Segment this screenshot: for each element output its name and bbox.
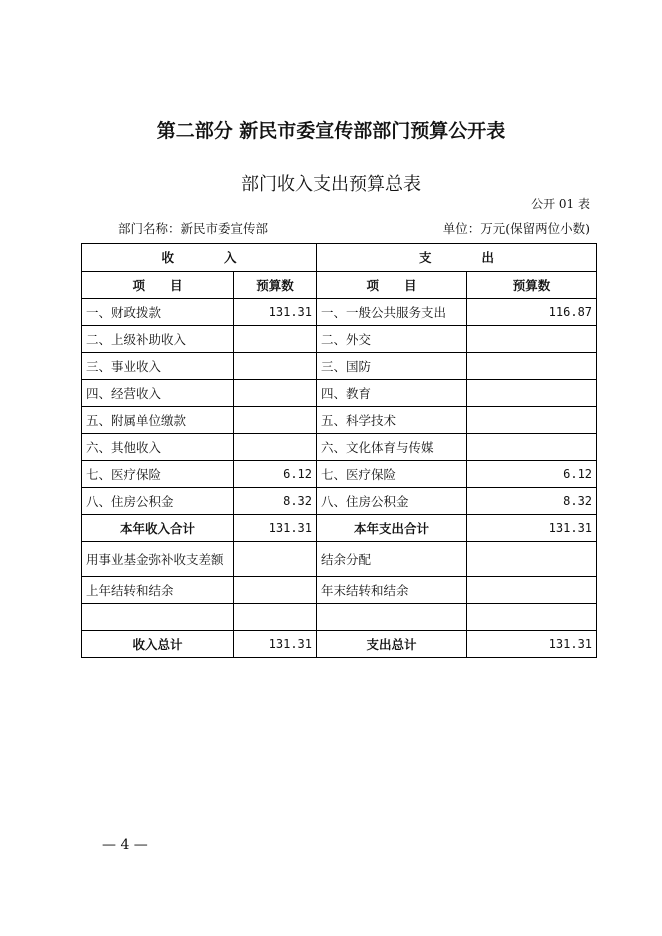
table-row <box>82 515 597 542</box>
expense-item-cell <box>317 604 467 631</box>
expense-header: 支 出 <box>317 244 597 272</box>
income-budget-cell <box>234 407 317 434</box>
table-title: 部门收入支出预算总表 <box>241 174 421 195</box>
income-item-header: 项 目 <box>82 272 234 299</box>
page-title: 第二部分 新民市委宣传部部门预算公开表 <box>156 120 506 142</box>
income-budget-cell <box>234 353 317 380</box>
expense-item-cell: 三、国防 <box>317 353 467 380</box>
income-item-cell: 用事业基金弥补收支差额 <box>82 542 234 577</box>
income-budget-cell <box>234 577 317 604</box>
income-budget-cell <box>234 326 317 353</box>
budget-summary-table <box>81 243 597 658</box>
expense-budget-cell <box>467 326 597 353</box>
expense-item-cell: 结余分配 <box>317 542 467 577</box>
expense-budget-cell <box>467 577 597 604</box>
expense-item-cell: 支出总计 <box>317 631 467 658</box>
income-budget-cell <box>234 434 317 461</box>
table-row <box>82 407 597 434</box>
table-row <box>82 299 597 326</box>
income-item-cell: 上年结转和结余 <box>82 577 234 604</box>
income-item-cell: 本年收入合计 <box>82 515 234 542</box>
expense-budget-cell <box>467 353 597 380</box>
table-row <box>82 353 597 380</box>
income-item-cell: 二、上级补助收入 <box>82 326 234 353</box>
expense-budget-cell: 6.12 <box>467 461 597 488</box>
expense-budget-header: 预算数 <box>467 272 597 299</box>
expense-budget-cell: 8.32 <box>467 488 597 515</box>
table-row <box>82 488 597 515</box>
section-header-row <box>82 244 597 272</box>
expense-item-cell: 本年支出合计 <box>317 515 467 542</box>
page-number: — 4 — <box>102 837 148 853</box>
expense-item-header: 项 目 <box>317 272 467 299</box>
expense-budget-cell <box>467 380 597 407</box>
expense-budget-cell: 131.31 <box>467 631 597 658</box>
income-item-cell: 五、附属单位缴款 <box>82 407 234 434</box>
table-row <box>82 631 597 658</box>
income-budget-cell: 6.12 <box>234 461 317 488</box>
income-item-cell <box>82 604 234 631</box>
table-row <box>82 542 597 577</box>
expense-budget-cell <box>467 407 597 434</box>
income-budget-cell <box>234 604 317 631</box>
table-row <box>82 434 597 461</box>
income-budget-cell: 131.31 <box>234 631 317 658</box>
unit-label: 单位：万元(保留两位小数) <box>442 221 590 236</box>
income-item-cell: 八、住房公积金 <box>82 488 234 515</box>
table-row <box>82 326 597 353</box>
income-budget-cell: 131.31 <box>234 299 317 326</box>
expense-item-cell: 六、文化体育与传媒 <box>317 434 467 461</box>
expense-item-cell: 五、科学技术 <box>317 407 467 434</box>
income-item-cell: 收入总计 <box>82 631 234 658</box>
table-row <box>82 461 597 488</box>
department-name: 部门名称：新民市委宣传部 <box>118 221 269 236</box>
expense-budget-cell <box>467 434 597 461</box>
expense-item-cell: 二、外交 <box>317 326 467 353</box>
form-number: 公开 01 表 <box>531 197 590 211</box>
income-budget-cell: 131.31 <box>234 515 317 542</box>
expense-item-cell: 一、一般公共服务支出 <box>317 299 467 326</box>
income-item-cell: 一、财政拨款 <box>82 299 234 326</box>
expense-budget-cell <box>467 542 597 577</box>
expense-item-cell: 年末结转和结余 <box>317 577 467 604</box>
income-item-cell: 四、经营收入 <box>82 380 234 407</box>
income-item-cell: 六、其他收入 <box>82 434 234 461</box>
expense-budget-cell <box>467 604 597 631</box>
income-item-cell: 三、事业收入 <box>82 353 234 380</box>
income-budget-cell <box>234 542 317 577</box>
income-budget-header: 预算数 <box>234 272 317 299</box>
column-header-row <box>82 272 597 299</box>
expense-item-cell: 八、住房公积金 <box>317 488 467 515</box>
table-row <box>82 604 597 631</box>
income-header: 收 入 <box>82 244 317 272</box>
table-row <box>82 577 597 604</box>
income-budget-cell <box>234 380 317 407</box>
income-item-cell: 七、医疗保险 <box>82 461 234 488</box>
table-row <box>82 380 597 407</box>
expense-budget-cell: 131.31 <box>467 515 597 542</box>
income-budget-cell: 8.32 <box>234 488 317 515</box>
expense-budget-cell: 116.87 <box>467 299 597 326</box>
expense-item-cell: 四、教育 <box>317 380 467 407</box>
expense-item-cell: 七、医疗保险 <box>317 461 467 488</box>
